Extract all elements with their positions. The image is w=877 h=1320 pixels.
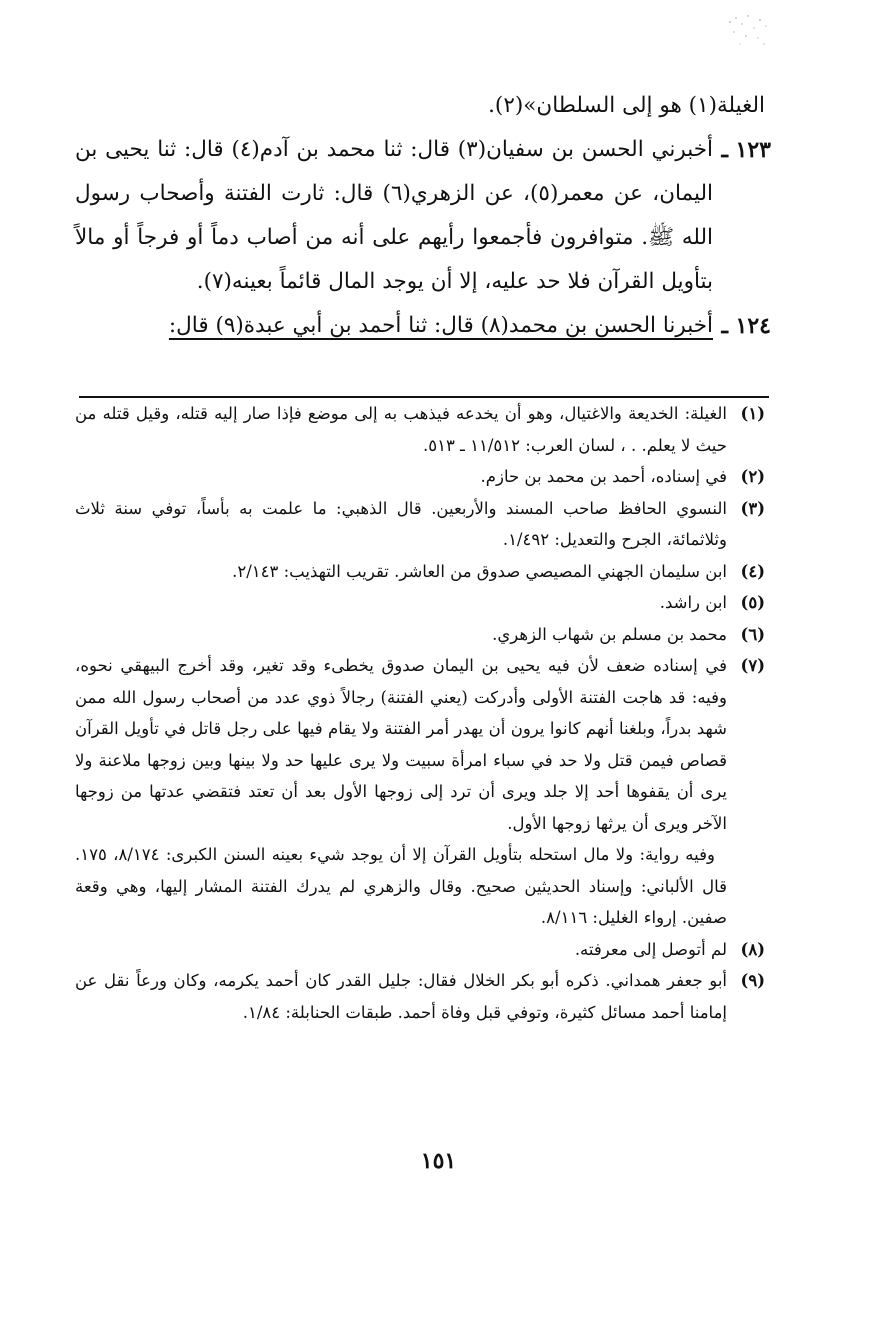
- footnote-7: [75, 650, 765, 839]
- scan-speckle-mark: [720, 10, 780, 60]
- footnote-text: الغيلة: الخديعة والاغتيال، وهو أن يخدعه فيذهب به إلى موضع فإذا صار إليه قتله، وقيل قتله من حيث لا يعلم. . ، لسان العرب: ١١/٥١٢ ـ ٥١٣.: [75, 404, 727, 455]
- footnote-number: (٧): [740, 656, 765, 675]
- footnote-text: لم أتوصل إلى معرفته.: [574, 939, 727, 959]
- footnote-number: (٢): [740, 467, 765, 486]
- footnote-3: [75, 493, 765, 556]
- footnote-5: [75, 587, 765, 619]
- footnote-number: (٨): [740, 939, 765, 959]
- footnote-text: محمد بن مسلم بن شهاب الزهري.: [492, 624, 727, 644]
- hadith-text: أخبرني الحسن بن سفيان(٣) قال: ثنا محمد بن آدم(٤) قال: ثنا يحيى بن اليمان، عن معمر(٥)، عن الزهري(٦) قال: ثارت الفتنة وأصحاب رسول الله ﷺ. متوافرون فأجمعوا رأيهم على أنه من أصاب دماً أو فرجاً أو مالاً بتأويل القرآن فلا حد عليه، إلا أن يوجد المال قائماً بعينه(٧).: [75, 137, 713, 294]
- main-text-continuation: الغيلة(١) هو إلى السلطان»(٢).: [488, 93, 765, 118]
- footnote-number: (٦): [740, 624, 765, 644]
- footnote-text: النسوي الحافظ صاحب المسند والأربعين. قال الذهبي: ما علمت به بأساً، توفي سنة ثلاث وثلاثمائة، الجرح والتعديل: ١/٤٩٢.: [75, 498, 727, 549]
- footnote-8: [75, 934, 765, 966]
- footnotes-section: [75, 398, 765, 1028]
- footnote-number: (٩): [740, 971, 765, 990]
- footnote-6: [75, 619, 765, 651]
- footnote-text: أبو جعفر همداني. ذكره أبو بكر الخلال فقال: جليل القدر كان أحمد يكرمه، وكان ورعاً نقل عن إمامنا أحمد مسائل كثيرة، وتوفي قبل وفاة أحمد. طبقات الحنابلة: ١/٨٤.: [75, 971, 727, 1022]
- footnote-number: (٤): [740, 561, 765, 581]
- hadith-124: [75, 304, 771, 348]
- footnote-number: (٥): [740, 593, 765, 612]
- page-number: ١٥١: [420, 1148, 457, 1174]
- footnote-7-continuation: وفيه رواية: ولا مال استحله بتأويل القرآن إلا أن يوجد شيء بعينه السنن الكبرى: ٨/١٧٤، ١٧٥. قال الألباني: وإسناد الحديثين صحيح. وقال والزهري لم يدرك الفتنة المشار إليها، وهي وقعة صفين. إرواء الغليل: ٨/١١٦.: [75, 845, 727, 927]
- hadith-text: أخبرنا الحسن بن محمد(٨) قال: ثنا أحمد بن أبي عبدة(٩) قال:: [168, 313, 713, 338]
- footnote-1: [75, 398, 765, 461]
- footnote-4: [75, 556, 765, 588]
- footnote-text: ابن سليمان الجهني المصيصي صدوق من العاشر. تقريب التهذيب: ٢/١٤٣.: [232, 561, 727, 581]
- hadith-123: [75, 128, 771, 304]
- footnote-2: [75, 461, 765, 493]
- footnote-number: (١): [740, 404, 765, 423]
- hadith-number: ١٢٤ ـ: [721, 313, 771, 339]
- footnote-text: ابن راشد.: [659, 593, 727, 612]
- hadith-number: ١٢٣ ـ: [721, 137, 771, 163]
- footnote-text: في إسناده ضعف لأن فيه يحيى بن اليمان صدوق يخطىء وقد تغير، وقد أخرج البيهقي نحوه، وفيه: قد هاجت الفتنة الأولى وأدركت (يعني الفتنة) رجالاً ذوي عدد من أصحاب رسول الله ممن شهد بدراً، وبلغنا أنهم كانوا يرون أن يهدر أمر الفتنة ولا يقام فيها على رجل قاتل في تأويل القرآن قصاص فيمن قتل ولا حد في سباء امرأة سبيت ولا يرى عليها حد ولا بينها وبين زوجها ملاعنة ولا يرى أن يقفوها أحد إلا جلد ويرى أن ترد إلى زوجها الأول بعد أن تعتد فتقضي عدتها من زوجها الآخر ويرى أن يرثها زوجها الأول.: [75, 656, 727, 833]
- footnote-9: [75, 965, 765, 1028]
- footnote-number: (٣): [740, 498, 765, 518]
- footnote-text: في إسناده، أحمد بن محمد بن حازم.: [480, 467, 727, 486]
- main-text: [75, 84, 771, 348]
